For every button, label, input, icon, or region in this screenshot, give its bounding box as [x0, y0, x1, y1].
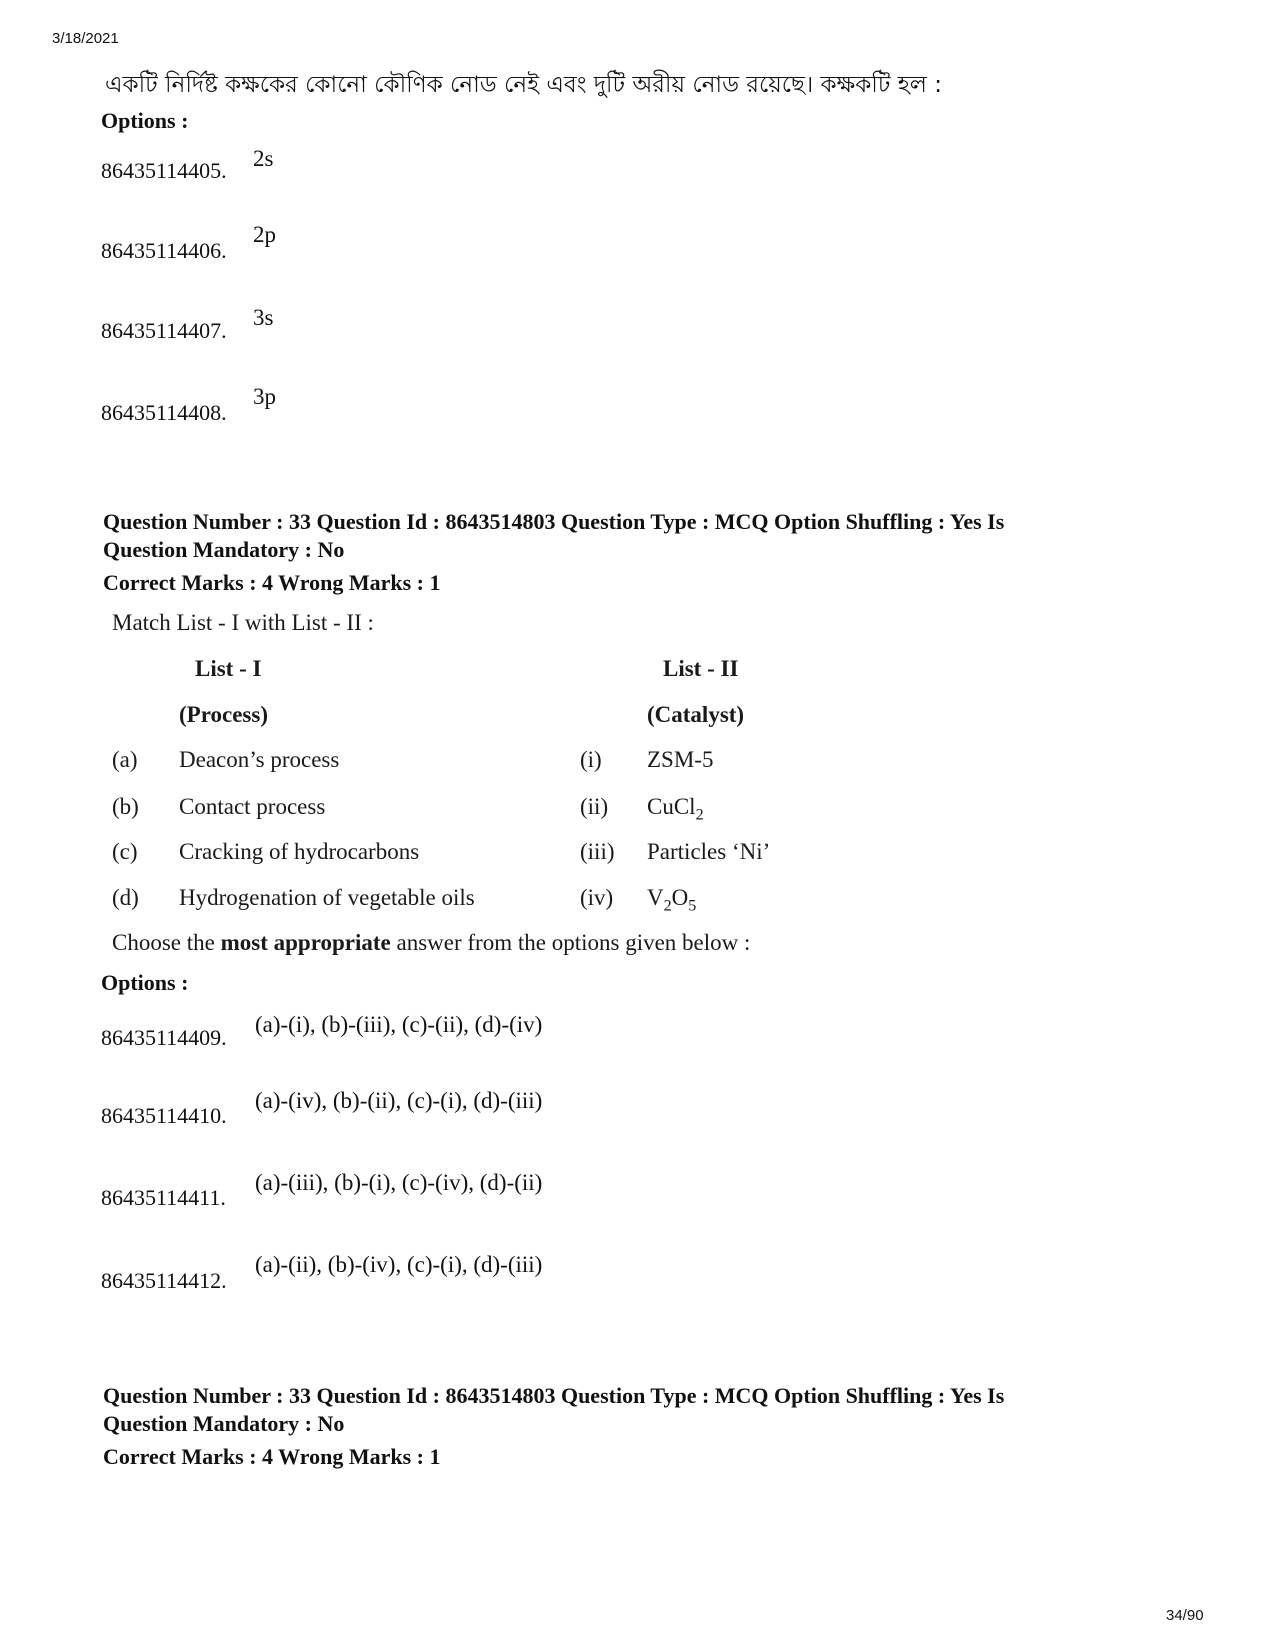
question-meta-line: Question Number : 33 Question Id : 8643514803 Question Type : MCQ Option Shuffling : Yes Is — [103, 509, 1005, 534]
row-label: (b) — [112, 794, 139, 819]
match-intro: Match List - I with List - II : — [112, 610, 374, 635]
list2-heading: List - II — [663, 656, 739, 681]
option-id: 86435114412. — [101, 1268, 227, 1293]
option-value: 2p — [253, 222, 276, 247]
catalyst-text: ZSM-5 — [647, 747, 714, 772]
option-value: (a)-(iii), (b)-(i), (c)-(iv), (d)-(ii) — [255, 1170, 543, 1195]
options-label: Options : — [101, 970, 189, 995]
row-label: (a) — [112, 747, 138, 772]
question-meta-line: Question Mandatory : No — [103, 537, 345, 562]
option-value: (a)-(ii), (b)-(iv), (c)-(i), (d)-(iii) — [255, 1252, 543, 1277]
catalyst-text: CuCl$_2$ — [647, 794, 704, 824]
process-text: Cracking of hydrocarbons — [179, 839, 420, 864]
option-id: 86435114409. — [101, 1025, 227, 1050]
question-text-bengali: একটি নির্দিষ্ট কক্ষকের কোনো কৌণিক নোড নেই এবং দুটি অরীয় নোড রয়েছে। কক্ষকটি হল : — [105, 72, 943, 98]
option-id: 86435114406. — [101, 238, 227, 263]
question-meta — [103, 1382, 1223, 1471]
option-id: 86435114405. — [101, 158, 227, 183]
option-id: 86435114410. — [101, 1103, 227, 1128]
process-text: Contact process — [179, 794, 326, 819]
options-label: Options : — [101, 108, 189, 133]
print-date: 3/18/2021 — [52, 30, 119, 47]
option-id: 86435114407. — [101, 318, 227, 343]
option-value: 2s — [253, 146, 274, 171]
option-value: 3s — [253, 305, 274, 330]
option-id: 86435114411. — [101, 1185, 226, 1210]
choose-instruction: Choose the most appropriate answer from the options given below : — [112, 930, 751, 955]
question-meta-line: Correct Marks : 4 Wrong Marks : 1 — [103, 1444, 441, 1469]
option-id: 86435114408. — [101, 400, 227, 425]
list1-heading: List - I — [195, 656, 262, 681]
row-label: (c) — [112, 839, 138, 864]
page-number: 34/90 — [1166, 1607, 1204, 1624]
question-meta-line: Correct Marks : 4 Wrong Marks : 1 — [103, 570, 441, 595]
process-text: Deacon’s process — [179, 747, 340, 772]
option-value: (a)-(iv), (b)-(ii), (c)-(i), (d)-(iii) — [255, 1088, 543, 1113]
question-meta — [103, 508, 1223, 597]
option-value: 3p — [253, 384, 276, 409]
option-value: (a)-(i), (b)-(iii), (c)-(ii), (d)-(iv) — [255, 1012, 543, 1037]
catalyst-text: $V_2O_5$ — [647, 885, 697, 915]
question-meta-line: Question Mandatory : No — [103, 1411, 345, 1436]
process-text: Hydrogenation of vegetable oils — [179, 885, 475, 910]
catalyst-text: Particles ‘Ni’ — [647, 839, 771, 864]
list1-subheading: (Process) — [179, 702, 268, 727]
question-meta-line: Question Number : 33 Question Id : 8643514803 Question Type : MCQ Option Shuffling : Yes Is — [103, 1383, 1005, 1408]
catalyst-label: (iv) — [580, 885, 614, 910]
catalyst-label: (i) — [580, 747, 602, 772]
catalyst-label: (iii) — [580, 839, 615, 864]
catalyst-label: (ii) — [580, 794, 609, 819]
row-label: (d) — [112, 885, 139, 910]
list2-subheading: (Catalyst) — [647, 702, 745, 727]
